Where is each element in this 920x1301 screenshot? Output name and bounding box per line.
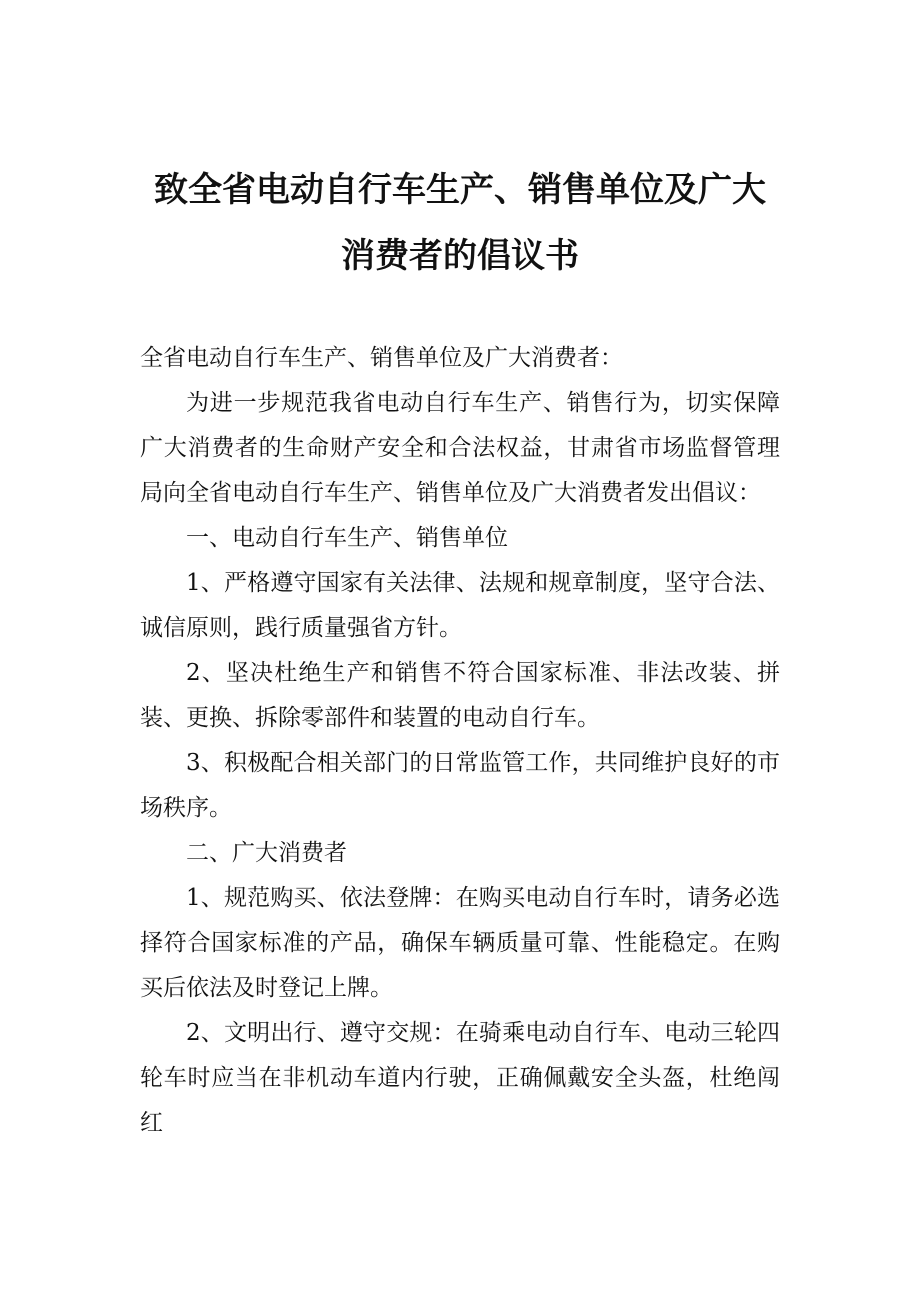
document-title-line-2: 消费者的倡议书 (341, 236, 579, 276)
section-2-heading: 二、广大消费者 (186, 840, 347, 866)
section-1-item: 3、积极配合相关部门的日常监管工作，共同维护良好的市场秩序。 (140, 750, 780, 821)
section-1-item: 2、坚决杜绝生产和销售不符合国家标准、非法改装、拼装、更换、拆除零部件和装置的电动自行车。 (140, 660, 780, 731)
section-1-item: 1、严格遵守国家有关法律、法规和规章制度，坚守合法、诚信原则，践行质量强省方针。 (140, 570, 780, 641)
document-title-line-1: 致全省电动自行车生产、销售单位及广大 (154, 170, 766, 210)
section-1-heading: 一、电动自行车生产、销售单位 (186, 525, 508, 551)
salutation: 全省电动自行车生产、销售单位及广大消费者： (140, 345, 623, 371)
document-body (140, 336, 780, 1146)
intro-paragraph: 为进一步规范我省电动自行车生产、销售行为，切实保障广大消费者的生命财产安全和合法权益，甘肃省市场监督管理局向全省电动自行车生产、销售单位及广大消费者发出倡议： (140, 390, 780, 506)
section-2-item: 1、规范购买、依法登牌：在购买电动自行车时，请务必选择符合国家标准的产品，确保车辆质量可靠、性能稳定。在购买后依法及时登记上牌。 (140, 885, 780, 1001)
section-2-item: 2、文明出行、遵守交规：在骑乘电动自行车、电动三轮四轮车时应当在非机动车道内行驶，正确佩戴安全头盔，杜绝闯红 (140, 1020, 780, 1136)
